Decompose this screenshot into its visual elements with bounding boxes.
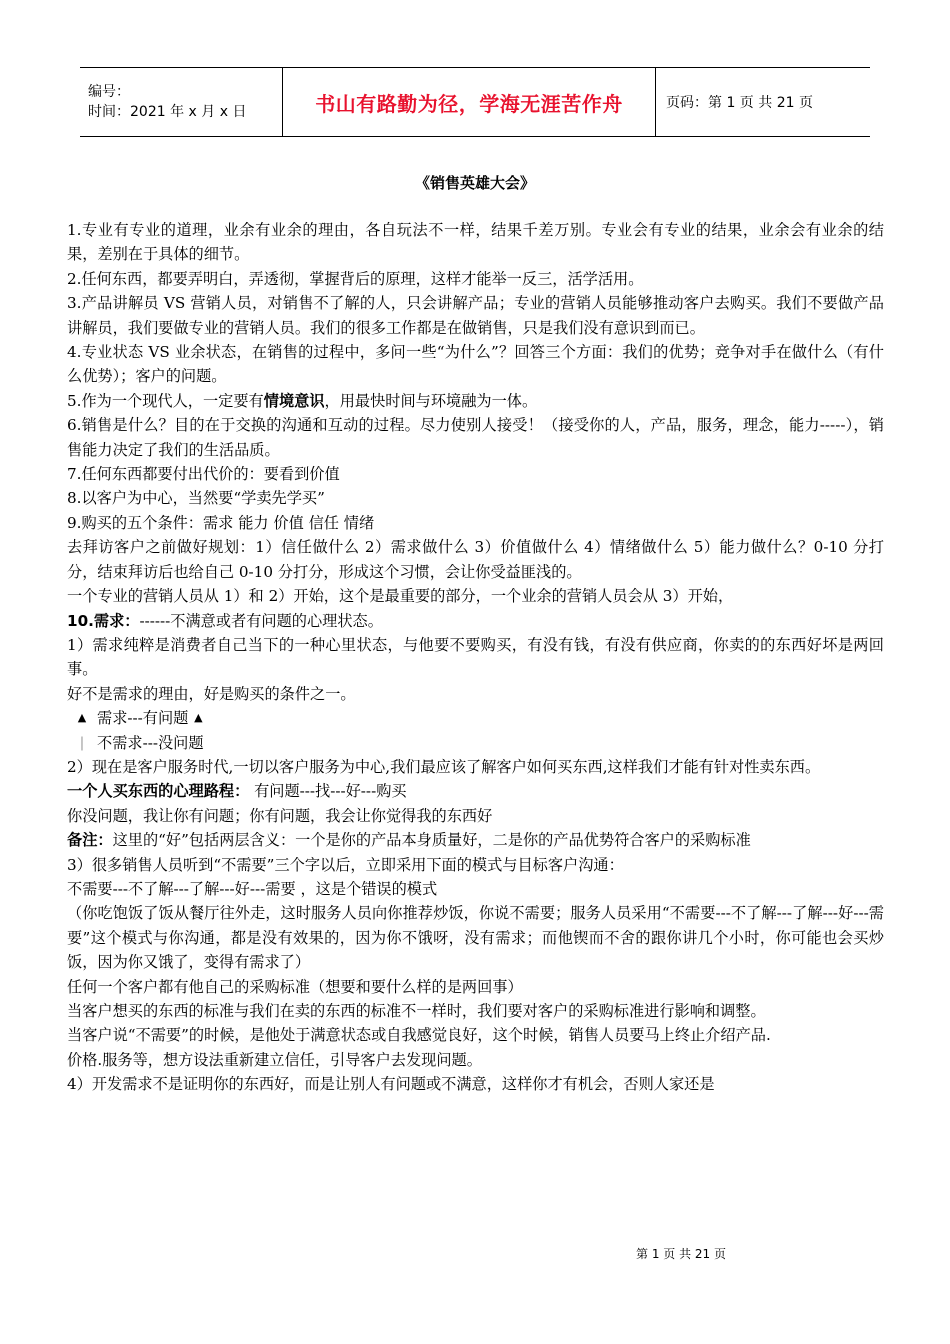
paragraph: 2.任何东西，都要弄明白，弄透彻，掌握背后的原理，这样才能举一反三，活学活用。: [67, 269, 644, 288]
paragraph-text: 有问题---找---好---购买: [249, 782, 407, 801]
motto: 书山有路勤为径，学海无涯苦作舟: [315, 91, 623, 116]
paragraph: 当客户想买的东西的标准与我们在卖的东西的标准不一样时，我们要对客户的采购标准进行影响和调整。: [67, 1002, 766, 1020]
vertical-line-icon: |: [79, 734, 85, 751]
paragraph: 4.专业状态 VS 业余状态，在销售的过程中，多问一些“为什么”？回答三个方面：我们的优势；竞争对手在做什么（有什么优势）；客户的问题。: [67, 343, 884, 386]
paragraph-text: ------不满意或者有问题的心理状态。: [139, 611, 383, 630]
header-middle-cell: [282, 68, 656, 136]
document-body: [67, 218, 884, 1097]
paragraph: 9.购买的五个条件：需求 能力 价值 信任 情绪: [67, 513, 375, 532]
paragraph-text: 这里的“好”包括两层含义：一个是你的产品本身质量好，二是你的产品优势符合客户的采购标准: [112, 831, 751, 850]
page-info: 页码：第 1 页 共 21 页: [666, 95, 813, 111]
paragraph: [67, 828, 884, 852]
paragraph: 4）开发需求不是证明你的东西好，而是让别人有问题或不满意，这样你才有机会，否则人家还是: [67, 1075, 715, 1094]
emphasis-text: 备注：: [67, 831, 113, 850]
section-heading: 10.需求：: [67, 611, 140, 630]
paragraph: 3.产品讲解员 VS 营销人员，对销售不了解的人，只会讲解产品；专业的营销人员能够推动客户去购买。我们不要做产品讲解员，我们要做专业的营销人员。我们的很多工作都是在做销售，只是我们没有意识到而已。: [67, 294, 884, 337]
paragraph: 8.以客户为中心，当然要“学卖先学买”: [67, 489, 325, 508]
number-label: 编号：: [88, 84, 130, 100]
emphasis-text: 一个人买东西的心理路程：: [67, 782, 250, 801]
arrow-up-icon: ▲: [77, 711, 87, 725]
document-title: 《销售英雄大会》: [414, 174, 535, 192]
paragraph: 不需要---不了解---了解---好---需要 ，这是个错误的模式: [67, 879, 438, 898]
paragraph: 6.销售是什么？目的在于交换的沟通和互动的过程。尽力使别人接受！（接受你的人，产品，服务，理念，能力-----），销售能力决定了我们的生活品质。: [67, 416, 884, 459]
paragraph: [67, 609, 884, 633]
paragraph: [67, 731, 884, 755]
page-footer: 第 1 页 共 21 页: [636, 1247, 726, 1261]
page-header: [80, 67, 870, 137]
paragraph: [67, 389, 884, 413]
paragraph-text: ，用最快时间与环境融为一体。: [324, 391, 538, 410]
time-label: 时间：2021 年 x 月 x 日: [88, 104, 247, 120]
paragraph: 2）现在是客户服务时代,一切以客户服务为中心,我们最应该了解客户如何买东西,这样我们才能有针对性卖东西。: [67, 757, 821, 776]
paragraph: 一个专业的营销人员从 1）和 2）开始，这个是最重要的部分，一个业余的营销人员会从 3）开始，: [67, 587, 734, 606]
paragraph: [67, 706, 884, 730]
paragraph: 好不是需求的理由，好是购买的条件之一。: [67, 684, 356, 703]
paragraph-text: 需求---有问题: [97, 709, 189, 728]
header-right-cell: [656, 68, 870, 136]
paragraph: 价格.服务等，想方设法重新建立信任，引导客户去发现问题。: [67, 1050, 482, 1069]
paragraph: 1）需求纯粹是消费者自己当下的一种心里状态，与他要不要购买，有没有钱，有没有供应商，你卖的的东西好坏是两回事。: [67, 635, 884, 679]
paragraph: 去拜访客户之前做好规划：1）信任做什么 2）需求做什么 3）价值做什么 4）情绪做什么 5）能力做什么？0-10 分打分，结束拜访后也给自己 0-10 分打分，形成这个习惯，会让你受益匪浅的。: [67, 538, 884, 581]
paragraph: 你没问题，我让你有问题；你有问题，我会让你觉得我的东西好: [67, 806, 493, 825]
paragraph: （你吃饱饭了饭从餐厅往外走，这时服务人员向你推荐炒饭，你说不需要；服务人员采用“不需要---不了解---了解---好---需要”这个模式与你沟通，都是没有效果的，因为你不饿呀，没有需求；而他锲而不舍的跟你讲几个小时，你可能也会买炒饭，因为你又饿了，变得有需求了）: [67, 904, 884, 972]
paragraph: 7.任何东西都要付出代价的：要看到价值: [67, 465, 340, 484]
paragraph: 任何一个客户都有他自己的采购标准（想要和要什么样的是两回事）: [67, 977, 523, 996]
paragraph: 当客户说“不需要”的时候，是他处于满意状态或自我感觉良好，这个时候，销售人员要马上终止介绍产品.: [67, 1026, 771, 1045]
paragraph: 3）很多销售人员听到“不需要”三个字以后，立即采用下面的模式与目标客户沟通：: [67, 855, 624, 874]
paragraph-text: 不需求---没问题: [97, 733, 204, 752]
header-left-cell: [80, 68, 282, 136]
paragraph: [67, 779, 884, 803]
emphasis-text: 情境意识: [263, 391, 325, 410]
arrow-up-icon: ▲: [194, 711, 203, 725]
paragraph-text: 5.作为一个现代人，一定要有: [67, 391, 264, 410]
paragraph: 1.专业有专业的道理，业余有业余的理由，各自玩法不一样，结果千差万别。专业会有专业的结果，业余会有业余的结果，差别在于具体的细节。: [67, 221, 884, 264]
